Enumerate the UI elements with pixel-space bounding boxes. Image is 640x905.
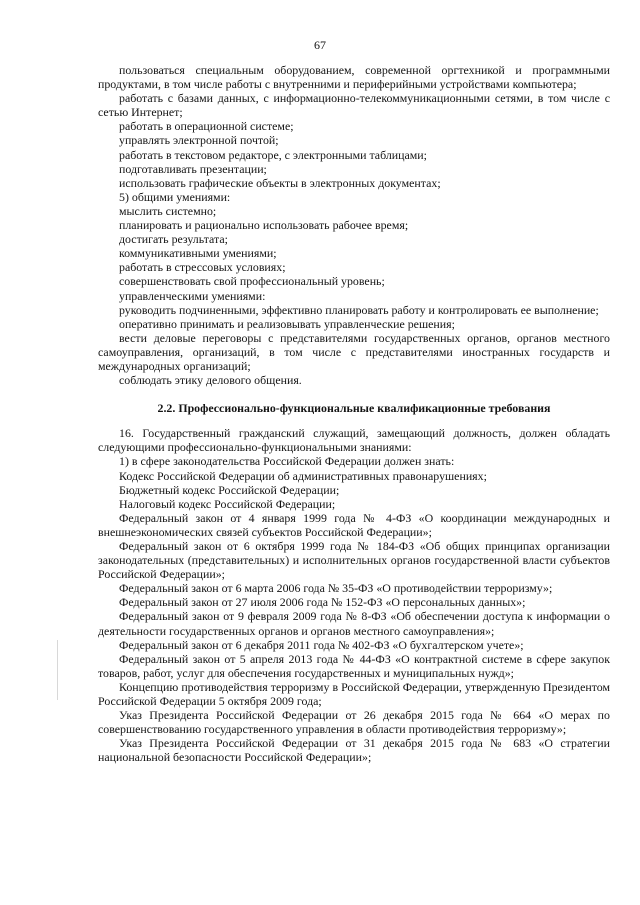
paragraph: управленческими умениями:: [119, 288, 266, 303]
page-number: 67: [314, 38, 326, 52]
paragraph: 16. Государственный гражданский служащий, замещающий должность, должен обладать следующими профессионально-функциональными знаниями:: [98, 426, 610, 455]
scan-margin-mark: [57, 640, 58, 700]
paragraph: использовать графические объекты в электронных документах;: [119, 175, 441, 190]
paragraph: Налоговый кодекс Российской Федерации;: [119, 496, 336, 511]
paragraph: Концепцию противодействия терроризму в Российской Федерации, утвержденную Президентом Российской Федерации 5 октября 2009 года;: [98, 679, 610, 709]
paragraph: планировать и рационально использовать рабочее время;: [119, 218, 409, 233]
paragraph: Федеральный закон от 6 октября 1999 года № 184-ФЗ «Об общих принципах организации законодательных (представительных) и исполнительных органов государственной власти субъектов Российской Федерации»;: [98, 539, 610, 582]
paragraph: работать в текстовом редакторе, с электронными таблицами;: [119, 147, 427, 162]
paragraph: оперативно принимать и реализовывать управленческие решения;: [119, 316, 455, 331]
paragraph: вести деловые переговоры с представителями государственных органов, органов местного самоуправления, организаций, в том числе с представителями иностранных государств и международных организаций;: [98, 330, 610, 373]
paragraph: 1) в сфере законодательства Российской Федерации должен знать:: [119, 454, 455, 469]
paragraph: работать в операционной системе;: [119, 119, 294, 134]
paragraph: 5) общими умениями:: [119, 189, 231, 204]
paragraph: руководить подчиненными, эффективно планировать работу и контролировать ее выполнение;: [119, 302, 599, 317]
paragraph: управлять электронной почтой;: [119, 133, 279, 148]
paragraph: Федеральный закон от 9 февраля 2009 года № 8-ФЗ «Об обеспечении доступа к информации о деятельности государственных органов и органов местного самоуправления»;: [98, 609, 610, 638]
paragraph: Федеральный закон от 5 апреля 2013 года № 44-ФЗ «О контрактной системе в сфере закупок товаров, работ, услуг для обеспечения государственных и муниципальных нужд»;: [98, 651, 610, 680]
paragraph: Указ Президента Российской Федерации от 26 декабря 2015 года № 664 «О мерах по совершенствованию государственного управления в области противодействия терроризму»;: [98, 708, 610, 737]
paragraph: соблюдать этику делового общения.: [119, 373, 302, 388]
paragraph: Федеральный закон от 6 марта 2006 года № 35-ФЗ «О противодействии терроризму»;: [119, 581, 553, 596]
paragraph: Федеральный закон от 4 января 1999 года № 4-ФЗ «О координации международных и внешнеэкономических связей субъектов Российской Федерации»;: [98, 510, 610, 539]
paragraph: совершенствовать свой профессиональный уровень;: [119, 274, 385, 289]
document-body: [98, 63, 610, 765]
paragraph: достигать результата;: [119, 232, 228, 247]
paragraph: работать в стрессовых условиях;: [119, 260, 286, 275]
paragraph: Указ Президента Российской Федерации от 31 декабря 2015 года № 683 «О стратегии национальной безопасности Российской Федерации»;: [98, 736, 610, 765]
paragraph: подготавливать презентации;: [119, 161, 267, 176]
paragraph: работать с базами данных, с информационно-телекоммуникационными сетями, в том числе с сетью Интернет;: [98, 91, 610, 120]
paragraph: Бюджетный кодекс Российской Федерации;: [119, 482, 340, 497]
section-heading: 2.2. Профессионально-функциональные квалификационные требования: [157, 401, 551, 416]
paragraph: пользоваться специальным оборудованием, современной оргтехникой и программными продуктами, в том числе работы с внутренними и периферийными устройствами компьютера;: [98, 63, 610, 92]
paragraph: мыслить системно;: [119, 203, 217, 218]
paragraph: Федеральный закон от 27 июля 2006 года № 152-ФЗ «О персональных данных»;: [119, 595, 526, 610]
paragraph: коммуникативными умениями;: [119, 246, 277, 261]
paragraph: Федеральный закон от 6 декабря 2011 года № 402-ФЗ «О бухгалтерском учете»;: [119, 637, 524, 652]
paragraph: Кодекс Российской Федерации об административных правонарушениях;: [119, 468, 487, 483]
